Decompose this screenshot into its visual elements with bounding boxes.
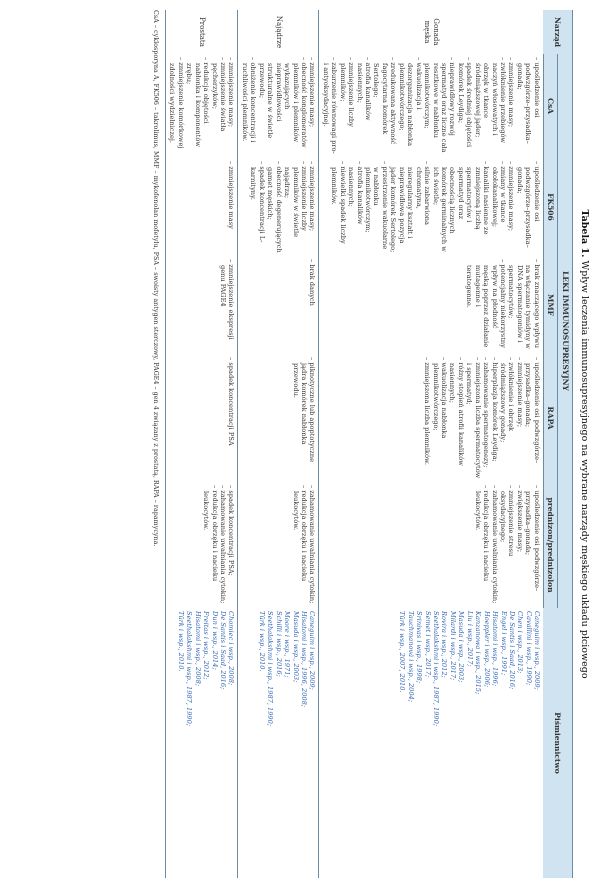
effect-item: – redukcja objętości nabłonka i komponentów zrębu; bbox=[185, 57, 210, 155]
effect-item: – zredukowana aktywność fagocytarna komórek Sertolego; bbox=[372, 57, 397, 155]
effect-item: – zmniejszenie komórkowej zdolności wydzielniczej. bbox=[168, 57, 185, 155]
effect-item: – zmniejszenie ekspresji genu PAGE4 bbox=[219, 259, 236, 351]
effect-item: – zmniejszenie liczby plemników; bbox=[338, 57, 355, 155]
reference-item: De Santis i Saad, 2016; bbox=[219, 611, 228, 690]
reference-item: Masuda i wsp., 2003; bbox=[291, 611, 300, 683]
reference-item: Seethalakshmi i wsp., 1987, 1990; bbox=[185, 611, 194, 727]
effect-item: – zmniejszenie masy; bbox=[516, 357, 524, 479]
effect-item: – hiperplazja komórek Leydiga; bbox=[490, 357, 498, 479]
effect-item: – zmniejszenie masy; bbox=[227, 57, 235, 155]
organ-cell: Gonada męska bbox=[423, 18, 441, 46]
effect-item: – upośledzenie osi podwzgórze–przysadka–gonada; bbox=[516, 161, 541, 253]
effects-list bbox=[227, 161, 235, 253]
effect-item: – upośledzenie osi podwzgórze–przysadka–gonada; bbox=[524, 485, 541, 605]
rapa-effects-cell bbox=[319, 354, 543, 482]
effect-item: – wakuolizacja nabłonka plemnikotwórczego; bbox=[431, 357, 448, 479]
header-rapa: RAPA bbox=[543, 354, 558, 482]
effect-item: – atrofia kanalików nasiennych; bbox=[355, 57, 372, 155]
effect-item: – spadek koncentracji PSA bbox=[227, 357, 235, 479]
pred-effects-cell bbox=[319, 482, 543, 608]
effect-item: – przestrzenie wakuolarne w nabłonku plemnikotwórczym; bbox=[364, 161, 389, 253]
references-list bbox=[257, 611, 316, 875]
fk506-effects-cell bbox=[238, 158, 319, 256]
effect-item: – zwłóknienie i obrzęk śródmiąższowy gonady; bbox=[499, 357, 516, 479]
reference-item: Seethalakshmi i wsp., 1987, 1990; bbox=[432, 611, 441, 727]
effect-item: – zmniejszenie masy; bbox=[507, 57, 515, 155]
mmf-effects-cell bbox=[238, 256, 319, 354]
effects-list bbox=[168, 57, 236, 155]
effect-item: – obniżenie koncentracji i ruchliwości plemników. bbox=[241, 57, 258, 155]
pred-effects-cell bbox=[238, 482, 319, 608]
reference-item: Srinivas i wsp., 1998; bbox=[415, 611, 424, 684]
effects-list bbox=[202, 485, 236, 605]
header-mmf: MMF bbox=[543, 256, 558, 354]
reference-item: Milardi i wsp., 2017; bbox=[448, 611, 457, 681]
effect-item: – zmniejszenie masy; bbox=[308, 161, 316, 253]
immunosuppression-table bbox=[165, 10, 573, 878]
header-drug-group: LEKI IMMUNOSUPRESYJNY bbox=[558, 54, 573, 608]
references-cell bbox=[319, 608, 543, 878]
effect-item: – zahamowanie uwalniania cytokin; bbox=[490, 485, 498, 605]
header-prednisone: prednizon/prednizolon bbox=[543, 482, 558, 608]
references-cell bbox=[238, 608, 319, 878]
effect-item: – silnie zabarwiona chromatyna, nieregularny kształt i nieprawidłowa pozycja jąder komórek Sertolego; bbox=[389, 161, 431, 253]
reference-item: Hisatomi i wsp., 1996; bbox=[491, 611, 500, 687]
effect-item: – piknotyczne lub apoptotyczne jądra komórek nabłonka przewodu. bbox=[291, 357, 316, 479]
reference-item: Kanzanowa i wsp., 2015; bbox=[474, 611, 483, 695]
caption-label: Tabela 1. bbox=[579, 209, 590, 258]
effect-item: – brak znaczącego wpływu na włączanie tymidyny w DNA spermatogoniów i spermatocytów; bbox=[507, 259, 541, 351]
effect-item: – spadek średniej objętości komórek Leydiga; bbox=[456, 57, 473, 155]
effect-item: – redukcja obrzęku i nacieku leukocytów. bbox=[473, 485, 490, 605]
effect-item: – zmniejszenie liczby plemników w świetle najądrza; bbox=[283, 161, 308, 253]
organ-cell: Najądrze bbox=[274, 15, 283, 49]
csa-effects-cell bbox=[166, 54, 239, 158]
effect-item: – redukcja obrzęku i nacieku leukocytów. bbox=[202, 485, 219, 605]
effects-list bbox=[330, 161, 541, 253]
caption-text: Wpływ leczenia immunosupresyjnego na wybrane narządy męskiego układu płciowego bbox=[579, 260, 590, 679]
reference-item: Seethalakshmi i wsp., 1987, 1990; bbox=[266, 611, 275, 727]
reference-item: De Santis i Saad, 2016; bbox=[508, 611, 516, 690]
pred-effects-cell bbox=[166, 482, 239, 608]
effect-item: – nieprawidłowy rozwój spermatyd oraz liczne cała resztkowe w nabłonku plemnikotwórczym; bbox=[423, 57, 457, 155]
table-row bbox=[238, 10, 319, 878]
effects-list bbox=[219, 259, 236, 351]
reference-item: Schilli i wsp., 2016; bbox=[274, 611, 283, 677]
csa-effects-cell bbox=[238, 54, 319, 158]
rapa-effects-cell bbox=[166, 354, 239, 482]
effect-item: – upośledzenie osi podwzgórze–przysadka–gonada; bbox=[516, 57, 541, 155]
reference-item: Türk i wsp., 2007, 2010. bbox=[398, 611, 407, 693]
effect-item: – obecność degenerujących gamet męskich; bbox=[266, 161, 283, 253]
fk506-effects-cell bbox=[166, 158, 239, 256]
reference-item: Hisatomi i wsp., 1996, 2008; bbox=[300, 611, 308, 708]
effects-list bbox=[473, 485, 541, 605]
header-fk506: FK506 bbox=[543, 158, 558, 256]
effects-list bbox=[465, 259, 541, 351]
effect-item: – zmniejszenie masy bbox=[227, 161, 235, 253]
reference-item: Liu i wsp., 2017; bbox=[465, 611, 474, 667]
table-row bbox=[319, 10, 543, 878]
mmf-effects-cell bbox=[166, 256, 239, 354]
table-caption bbox=[579, 10, 590, 878]
effects-list bbox=[249, 161, 317, 253]
effect-item: – zwłóknienie przebiegów naczyń włosowatych i obrzęk w tkance śródmiąższowej jąder; bbox=[473, 57, 507, 155]
reference-item: Freitas i wsp., 2012; bbox=[202, 611, 211, 680]
reference-item: Hoeppler i wsp., 2006; bbox=[482, 611, 491, 688]
effect-item: – spadek koncentracji PSA; bbox=[227, 485, 235, 605]
effect-item: – zmniejszenie masy; bbox=[308, 57, 316, 155]
organ-cell: Prostata bbox=[198, 17, 207, 47]
effect-item: – upośledzenie osi podwzgórze–przysadka–gonada; bbox=[524, 357, 541, 479]
effect-item: – zaburzenie równowagi pro- i antyoksydacyjnej. bbox=[321, 57, 338, 155]
effects-list bbox=[321, 57, 540, 155]
effect-item: – wakuolizacja i dezorganizacja nabłonka plemnikotwórczego; bbox=[397, 57, 422, 155]
effect-item: – obecność konglomeratów plemników i plemników wykazujących nieprawidłowości strukturalne w świetle przewodu; bbox=[257, 57, 308, 155]
fk506-effects-cell bbox=[319, 158, 543, 256]
reference-item: Chomiec i wsp., 2008; bbox=[227, 611, 236, 686]
effect-item: – spadek koncentracji L-karnityny. bbox=[249, 161, 266, 253]
effect-item: – zahamowanie uwalniania cytokin; bbox=[308, 485, 316, 605]
table-row bbox=[166, 10, 239, 878]
reference-item: Rovira i wsp., 2012; bbox=[440, 611, 449, 678]
effect-item: – zahamowanie spermatogenezy; bbox=[482, 357, 490, 479]
effect-item: – zahamowanie uwalniania cytokin; bbox=[219, 485, 227, 605]
header-csa: CsA bbox=[543, 54, 558, 158]
reference-item: Caneguim i wsp., 2009; bbox=[308, 611, 317, 690]
effect-item: – zwiększenie masy; bbox=[516, 485, 524, 605]
effect-item: – potencjalny niekorzystny wpływ na płodność męską poprzez działanie mutagenne i teratogenne. bbox=[465, 259, 507, 351]
rapa-effects-cell bbox=[238, 354, 319, 482]
header-organ: Narząd bbox=[543, 10, 572, 54]
reference-item: Türk i wsp., 2010. bbox=[176, 611, 185, 672]
effects-list bbox=[227, 357, 235, 479]
effect-item: – niewielki spadek liczby plemników. bbox=[330, 161, 347, 253]
effect-item: – kanaliki nasienne ze zmniejszoną liczbą spermatocytów i spermatyd oraz obecnością licznych komórek germinalnych w ich świetle; bbox=[431, 161, 490, 253]
effects-list bbox=[423, 357, 541, 479]
reference-item: Moore i wsp., 1971; bbox=[283, 611, 292, 678]
reference-item: Chen i wsp., 2013; bbox=[516, 611, 525, 674]
effects-list bbox=[308, 259, 316, 351]
table-body bbox=[166, 10, 544, 878]
reference-item: Engel i wsp., 1991; bbox=[499, 611, 508, 676]
effects-list bbox=[291, 357, 316, 479]
effect-item: – różny stopień atrofii kanalików nasiennych; bbox=[448, 357, 465, 479]
effect-item: – zmniejszenie stresu oksydacyjnego; bbox=[499, 485, 516, 605]
effect-item: – zmniejszona liczba plemników. bbox=[423, 357, 431, 479]
effect-item: – zmniejszenie masy; bbox=[507, 161, 515, 253]
effect-item: – zmiany w tkance okołokanalikowej; bbox=[490, 161, 507, 253]
reference-item: Dun i wsp., 2014; bbox=[210, 611, 219, 670]
reference-item: Caneguim i wsp., 2009; bbox=[533, 611, 542, 690]
reference-item: Türk i wsp., 2010. bbox=[257, 611, 266, 672]
reference-item: Masuda i wsp., 2003; bbox=[457, 611, 466, 683]
references-list bbox=[176, 611, 235, 875]
effect-item: – zmniejszona liczba spermatocytów i spermatyd; bbox=[465, 357, 482, 479]
csa-effects-cell bbox=[319, 54, 543, 158]
references-cell bbox=[166, 608, 239, 878]
effect-item: – redukcja obrzęku i nacieku leukocytów. bbox=[291, 485, 308, 605]
reference-item: Hisatomi i wsp., 2008; bbox=[193, 611, 202, 687]
effects-list bbox=[241, 57, 317, 155]
references-list bbox=[398, 611, 541, 875]
reference-item: Cavallini i wsp., 1990; bbox=[524, 611, 533, 686]
table-footnote: CsA – cyklosporyna A, FK506 – takrolimus, MMF – mykofenolan mofetylu, PSA – swoisty antygen sterczowy, PAGE4 – gen 4 związany z prostatą, RAPA – rapamycyna. bbox=[152, 10, 160, 547]
mmf-effects-cell bbox=[319, 256, 543, 354]
effect-item: – brak danych bbox=[308, 259, 316, 351]
effect-item: – zmniejszenie światła pęcherzyków; bbox=[210, 57, 227, 155]
effect-item: – atrofia kanalików nasiennych; bbox=[347, 161, 364, 253]
reference-item: Tauchmanová i wsp., 2004; bbox=[406, 611, 415, 702]
reference-item: Semet i wsp., 2017; bbox=[423, 611, 432, 678]
effects-list bbox=[291, 485, 316, 605]
header-references: Piśmiennictwo bbox=[543, 608, 572, 878]
